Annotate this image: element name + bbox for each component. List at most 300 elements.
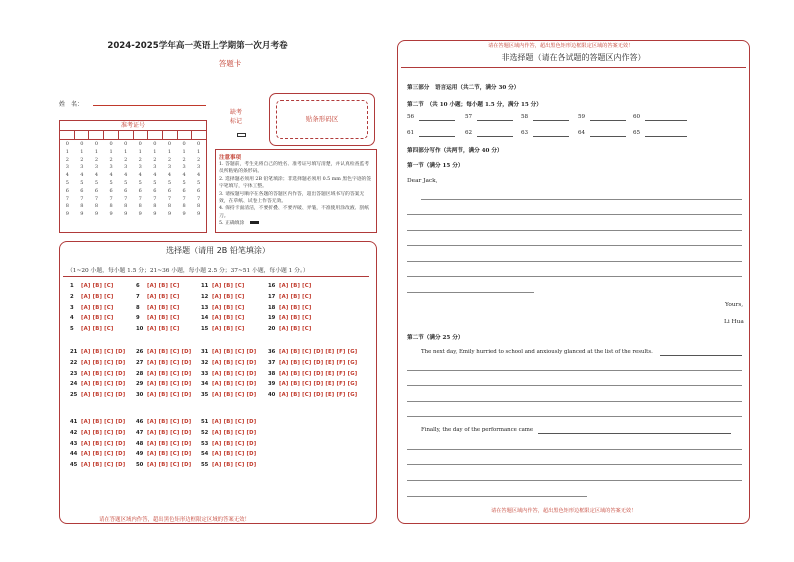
digit-column[interactable] (89, 141, 104, 219)
question-33[interactable] (201, 371, 256, 377)
writing-line[interactable] (407, 370, 742, 371)
digit-column[interactable] (191, 141, 206, 219)
digit-bubble[interactable]: 5 (65, 179, 69, 186)
writing-line[interactable] (407, 276, 742, 277)
answer-options[interactable]: [A] [B] [C] [D] [E] [F] [G] (279, 359, 358, 366)
question-49[interactable] (136, 451, 191, 457)
writing-line[interactable] (407, 449, 742, 450)
answer-options[interactable]: [A] [B] [C] [D] (81, 381, 126, 388)
question-number: 16 (268, 283, 276, 289)
para1-line[interactable] (660, 355, 742, 356)
question-25[interactable] (70, 392, 125, 398)
continuation-para1: The next day, Emily hurried to school and anxiously glanced at the list of the results. (421, 349, 653, 355)
answer-options[interactable]: [A] [B] [C] [D] (212, 349, 257, 355)
answer-options[interactable]: [A] [B] [C] (279, 326, 312, 333)
digit-bubble[interactable]: 6 (153, 187, 157, 194)
digit-bubble[interactable]: 1 (65, 148, 69, 155)
digit-bubble[interactable]: 4 (94, 172, 99, 179)
question-9[interactable] (136, 315, 179, 321)
question-number: 49 (136, 451, 144, 458)
notes-box (215, 149, 377, 233)
digit-bubble[interactable]: 3 (124, 164, 128, 171)
answer-options[interactable]: [A] [B] [C] (81, 304, 114, 311)
writing-line[interactable] (407, 292, 534, 293)
digit-bubble[interactable]: 8 (153, 203, 157, 210)
answer-options[interactable]: [A] [B] [C] [D] (81, 440, 126, 447)
digit-bubble[interactable]: 5 (124, 179, 128, 186)
question-13[interactable] (201, 305, 244, 311)
blank-line-56[interactable] (419, 120, 455, 121)
blank-line-65[interactable] (645, 136, 687, 137)
answer-options[interactable]: [A] [B] [C] (279, 304, 312, 311)
question-number: 52 (201, 429, 209, 436)
digit-bubble[interactable]: 1 (124, 148, 128, 155)
answer-options[interactable]: [A] [B] [C] (212, 315, 245, 322)
question-number: 36 (268, 349, 276, 355)
question-4[interactable] (70, 315, 113, 321)
writing-line[interactable] (407, 480, 742, 481)
answer-options[interactable]: [A] [B] [C] [D] [E] [F] [G] (279, 381, 358, 388)
question-29[interactable] (136, 381, 191, 387)
writing-line[interactable] (407, 230, 742, 231)
digit-bubble[interactable]: 5 (138, 179, 142, 186)
blank-line-59[interactable] (590, 120, 626, 121)
question-37[interactable] (268, 360, 357, 366)
writing-line[interactable] (407, 245, 742, 246)
question-19[interactable] (268, 315, 311, 321)
question-number: 30 (136, 392, 144, 399)
question-number: 53 (201, 440, 209, 447)
digit-bubble[interactable]: 1 (138, 148, 142, 155)
question-1[interactable] (70, 283, 113, 289)
answer-options[interactable]: [A] [B] [C] [D] (81, 429, 126, 436)
digit-bubble[interactable]: 5 (94, 179, 99, 186)
para2-line[interactable] (538, 433, 731, 434)
digit-bubble[interactable]: 1 (167, 148, 172, 155)
writing-line[interactable] (407, 214, 742, 215)
question-number: 22 (70, 359, 78, 366)
digit-bubble[interactable]: 7 (80, 195, 84, 202)
digit-bubble[interactable]: 9 (80, 211, 84, 218)
question-number: 18 (268, 304, 276, 311)
blank-line-64[interactable] (590, 136, 626, 137)
digit-bubble[interactable]: 9 (167, 211, 172, 218)
digit-bubble[interactable]: 3 (197, 164, 201, 171)
question-number: 32 (201, 359, 209, 366)
question-54[interactable] (201, 451, 256, 457)
question-39[interactable] (268, 381, 357, 387)
digit-column[interactable] (177, 141, 192, 219)
answer-options[interactable]: [A] [B] [C] [D] (212, 359, 257, 366)
question-38[interactable] (268, 371, 357, 377)
digit-bubble[interactable]: 8 (197, 203, 201, 210)
answer-options[interactable]: [A] [B] [C] [D] (212, 429, 257, 436)
answer-options[interactable]: [A] [B] [C] [D] [E] [F] [G] (279, 349, 358, 355)
answer-options[interactable]: [A] [B] [C] [D] (212, 370, 257, 377)
right-section (397, 40, 750, 524)
blank-line-57[interactable] (477, 120, 513, 121)
digit-bubble[interactable]: 7 (94, 195, 99, 202)
digit-column[interactable] (60, 141, 75, 219)
answer-options[interactable]: [A] [B] [C] [D] (81, 462, 126, 469)
question-52[interactable] (201, 430, 256, 436)
digit-bubble[interactable]: 9 (197, 211, 201, 218)
letter-greeting: Dear Jack, (407, 178, 438, 184)
digit-column[interactable] (133, 141, 148, 219)
question-46[interactable] (136, 419, 191, 425)
digit-bubble[interactable]: 9 (94, 211, 99, 218)
digit-bubble[interactable]: 0 (153, 141, 157, 147)
blank-number: 56 (407, 114, 415, 120)
answer-options[interactable]: [A] [B] [C] [D] (81, 419, 126, 425)
digit-bubble[interactable]: 6 (80, 187, 84, 194)
blank-number: 58 (521, 114, 529, 120)
question-24[interactable] (70, 381, 125, 387)
digit-bubble[interactable]: 6 (197, 187, 201, 194)
digit-bubble[interactable]: 5 (182, 179, 186, 186)
digit-bubble[interactable]: 9 (153, 211, 157, 218)
exam-number-cells[interactable] (60, 131, 206, 140)
digit-bubble[interactable]: 8 (138, 203, 142, 210)
name-field[interactable] (93, 105, 206, 106)
answer-options[interactable]: [A] [B] [C] (81, 283, 114, 289)
digit-bubble[interactable]: 5 (80, 179, 84, 186)
blank-line-58[interactable] (533, 120, 569, 121)
question-42[interactable] (70, 430, 125, 436)
answer-options[interactable]: [A] [B] [C] (147, 315, 180, 322)
question-number: 35 (201, 392, 209, 399)
answer-options[interactable]: [A] [B] [C] [D] (147, 429, 192, 436)
answer-options[interactable]: [A] [B] [C] (147, 326, 180, 333)
digit-bubble[interactable]: 9 (138, 211, 142, 218)
digit-bubble[interactable]: 9 (124, 211, 128, 218)
digit-bubble[interactable]: 7 (197, 195, 201, 202)
answer-options[interactable]: [A] [B] [C] [D] (212, 392, 257, 399)
question-15[interactable] (201, 326, 244, 332)
answer-options[interactable]: [A] [B] [C] (212, 293, 245, 300)
question-55[interactable] (201, 462, 256, 468)
writing-line[interactable] (407, 401, 742, 402)
answer-options[interactable]: [A] [B] [C] (279, 283, 312, 289)
right-header-note: 请在答题区域内作答，超出黑色矩形边框限定区域的答案无效！ (488, 43, 634, 49)
answer-options[interactable]: [A] [B] [C] [D] (147, 359, 192, 366)
question-number: 51 (201, 419, 209, 425)
digit-bubble[interactable]: 2 (182, 156, 186, 163)
question-10[interactable] (136, 326, 179, 332)
question-50[interactable] (136, 462, 191, 468)
digit-bubble[interactable]: 3 (182, 164, 186, 171)
question-30[interactable] (136, 392, 191, 398)
answer-options[interactable]: [A] [B] [C] [D] (81, 359, 126, 366)
question-number: 47 (136, 429, 144, 436)
digit-bubble[interactable]: 8 (94, 203, 99, 210)
mc-scoring-note: （1~20 小题，每小题 1.5 分；21~36 小题，每小题 2.5 分；37~51 小题，每小题 1 分。） (67, 268, 309, 274)
answer-options[interactable]: [A] [B] [C] [D] (147, 370, 192, 377)
digit-bubble[interactable]: 4 (182, 172, 186, 179)
digit-bubble[interactable]: 0 (109, 141, 113, 147)
writing-line[interactable] (407, 496, 587, 497)
answer-options[interactable]: [A] [B] [C] (81, 326, 114, 333)
digit-bubble[interactable]: 2 (80, 156, 84, 163)
blank-number: 64 (578, 130, 586, 136)
question-23[interactable] (70, 371, 125, 377)
digit-bubble[interactable]: 0 (65, 141, 69, 147)
name-label: 姓 名： (59, 101, 84, 108)
blank-line-63[interactable] (533, 136, 569, 137)
digit-bubble[interactable]: 1 (197, 148, 201, 155)
answer-options[interactable]: [A] [B] [C] (279, 315, 312, 322)
answer-options[interactable]: [A] [B] [C] [D] (81, 349, 126, 355)
digit-bubble[interactable]: 7 (153, 195, 157, 202)
answer-options[interactable]: [A] [B] [C] [D] (212, 440, 257, 447)
digit-bubble[interactable]: 4 (197, 172, 201, 179)
question-number: 43 (70, 440, 78, 447)
digit-bubble[interactable]: 7 (167, 195, 172, 202)
notes-list (219, 161, 373, 228)
question-number: 33 (201, 370, 209, 377)
digit-bubble[interactable]: 8 (167, 203, 172, 210)
question-6[interactable] (136, 283, 179, 289)
digit-bubble[interactable]: 0 (197, 141, 201, 147)
digit-bubble[interactable]: 4 (109, 172, 113, 179)
digit-bubble[interactable]: 2 (109, 156, 113, 163)
question-11[interactable] (201, 283, 244, 289)
answer-options[interactable]: [A] [B] [C] [D] (147, 349, 192, 355)
digit-bubble[interactable]: 0 (167, 141, 172, 147)
writing-line[interactable] (421, 199, 742, 200)
blank-line-60[interactable] (645, 120, 687, 121)
digit-bubble[interactable]: 3 (138, 164, 142, 171)
digit-bubble[interactable]: 3 (65, 164, 69, 171)
digit-bubble[interactable]: 0 (138, 141, 142, 147)
blank-line-62[interactable] (477, 136, 513, 137)
answer-options[interactable]: [A] [B] [C] [D] (147, 451, 192, 458)
question-26[interactable] (136, 349, 191, 355)
filled-sample-icon (250, 221, 259, 224)
digit-bubble[interactable]: 6 (109, 187, 113, 194)
question-number: 6 (136, 283, 140, 289)
digit-bubble[interactable]: 5 (153, 179, 157, 186)
digit-bubble[interactable]: 6 (124, 187, 128, 194)
digit-bubble[interactable]: 0 (182, 141, 186, 147)
digit-bubble[interactable]: 2 (65, 156, 69, 163)
digit-bubble[interactable]: 4 (65, 172, 69, 179)
answer-options[interactable]: [A] [B] [C] [D] (147, 462, 192, 469)
digit-bubble[interactable]: 1 (182, 148, 186, 155)
digit-bubble[interactable]: 6 (94, 187, 99, 194)
digit-bubble[interactable]: 2 (94, 156, 99, 163)
letter-closing: Yours, (725, 302, 744, 308)
digit-bubble[interactable]: 3 (153, 164, 157, 171)
digit-bubble[interactable]: 2 (153, 156, 157, 163)
question-20[interactable] (268, 326, 311, 332)
answer-options[interactable]: [A] [B] [C] [D] (147, 381, 192, 388)
question-number: 26 (136, 349, 144, 355)
digit-bubble[interactable]: 2 (167, 156, 172, 163)
digit-bubble[interactable]: 1 (94, 148, 99, 155)
question-21[interactable] (70, 349, 125, 355)
question-22[interactable] (70, 360, 125, 366)
question-number: 14 (201, 315, 209, 322)
digit-bubble[interactable]: 9 (109, 211, 113, 218)
writing-line[interactable] (407, 261, 742, 262)
answer-options[interactable]: [A] [B] [C] [D] (212, 419, 257, 425)
digit-bubble[interactable]: 7 (182, 195, 186, 202)
digit-bubble[interactable]: 1 (153, 148, 157, 155)
digit-column[interactable] (75, 141, 90, 219)
answer-options[interactable]: [A] [B] [C] (147, 283, 180, 289)
question-number: 3 (70, 304, 74, 311)
digit-bubble[interactable]: 5 (167, 179, 172, 186)
answer-options[interactable]: [A] [B] [C] (212, 326, 245, 333)
notes-title: 注意事项 (219, 155, 242, 161)
question-47[interactable] (136, 430, 191, 436)
answer-options[interactable]: [A] [B] [C] [D] (212, 451, 257, 458)
digit-bubble[interactable]: 7 (109, 195, 113, 202)
digit-bubble[interactable]: 8 (80, 203, 84, 210)
note-4: 4. 保持卡面清洁，不要折叠、不要弄破、弄皱，不准使用涂改液、刮纸刀。 (219, 206, 370, 219)
digit-bubble[interactable]: 6 (138, 187, 142, 194)
part4-heading: 第四部分写作（共两节，满分 40 分） (407, 148, 503, 154)
question-number: 12 (201, 293, 209, 300)
question-8[interactable] (136, 305, 179, 311)
digit-bubble[interactable]: 1 (109, 148, 113, 155)
digit-bubble[interactable]: 6 (65, 187, 69, 194)
answer-options[interactable]: [A] [B] [C] [D] (81, 451, 126, 458)
answer-options[interactable]: [A] [B] [C] (81, 293, 114, 300)
question-number: 31 (201, 349, 209, 355)
digit-bubble[interactable]: 4 (153, 172, 157, 179)
question-40[interactable] (268, 392, 357, 398)
digit-bubble[interactable]: 8 (65, 203, 69, 210)
digit-bubble[interactable]: 0 (94, 141, 99, 147)
question-18[interactable] (268, 305, 311, 311)
digit-bubble[interactable]: 8 (182, 203, 186, 210)
question-28[interactable] (136, 371, 191, 377)
digit-bubble[interactable]: 2 (138, 156, 142, 163)
answer-options[interactable]: [A] [B] [C] [D] (212, 462, 257, 469)
digit-bubble[interactable]: 7 (138, 195, 142, 202)
question-32[interactable] (201, 360, 256, 366)
question-number: 48 (136, 440, 144, 447)
question-35[interactable] (201, 392, 256, 398)
digit-bubble[interactable]: 5 (109, 179, 113, 186)
digit-bubble[interactable]: 8 (109, 203, 113, 210)
question-41[interactable] (70, 419, 125, 425)
question-number: 17 (268, 293, 276, 300)
question-7[interactable] (136, 294, 179, 300)
answer-options[interactable]: [A] [B] [C] [D] (147, 440, 192, 447)
question-31[interactable] (201, 349, 256, 355)
digit-bubble[interactable]: 8 (124, 203, 128, 210)
digit-bubble[interactable]: 6 (167, 187, 172, 194)
question-5[interactable] (70, 326, 113, 332)
answer-options[interactable]: [A] [B] [C] (212, 304, 245, 311)
answer-options[interactable]: [A] [B] [C] [D] [E] [F] [G] (279, 392, 358, 399)
answer-options[interactable]: [A] [B] [C] [D] (212, 381, 257, 388)
answer-options[interactable]: [A] [B] [C] (81, 315, 114, 322)
digit-bubble[interactable]: 4 (80, 172, 84, 179)
question-36[interactable] (268, 349, 357, 355)
answer-options[interactable]: [A] [B] [C] [D] (81, 370, 126, 377)
question-3[interactable] (70, 305, 113, 311)
question-number: 10 (136, 326, 144, 333)
blank-line-61[interactable] (419, 136, 455, 137)
digit-bubble[interactable]: 0 (124, 141, 128, 147)
digit-bubble[interactable]: 4 (167, 172, 172, 179)
question-53[interactable] (201, 441, 256, 447)
digit-bubble[interactable]: 1 (80, 148, 84, 155)
digit-bubble[interactable]: 4 (124, 172, 128, 179)
question-44[interactable] (70, 451, 125, 457)
digit-bubble[interactable]: 2 (124, 156, 128, 163)
answer-options[interactable]: [A] [B] [C] [D] (81, 392, 126, 399)
writing-line[interactable] (407, 416, 742, 417)
answer-options[interactable]: [A] [B] [C] [D] (147, 392, 192, 399)
digit-bubble[interactable]: 9 (65, 211, 69, 218)
digit-column[interactable] (104, 141, 119, 219)
question-12[interactable] (201, 294, 244, 300)
question-14[interactable] (201, 315, 244, 321)
absent-mark-box[interactable] (237, 133, 246, 137)
question-34[interactable] (201, 381, 256, 387)
writing-line[interactable] (407, 385, 742, 386)
digit-column[interactable] (162, 141, 177, 219)
digit-column[interactable] (118, 141, 133, 219)
question-27[interactable] (136, 360, 191, 366)
question-43[interactable] (70, 441, 125, 447)
question-2[interactable] (70, 294, 113, 300)
question-number: 37 (268, 359, 276, 366)
section41-heading: 第一节（满分 15 分） (407, 163, 464, 169)
answer-options[interactable]: [A] [B] [C] (279, 293, 312, 300)
question-number: 7 (136, 293, 140, 300)
digit-bubble[interactable]: 7 (124, 195, 128, 202)
digit-column[interactable] (148, 141, 163, 219)
question-number: 23 (70, 370, 78, 377)
exam-number-digits[interactable] (60, 140, 206, 219)
blank-number: 57 (465, 114, 473, 120)
answer-options[interactable]: [A] [B] [C] [D] [E] [F] [G] (279, 370, 358, 377)
digit-bubble[interactable]: 9 (182, 211, 186, 218)
question-51[interactable] (201, 419, 256, 425)
answer-options[interactable]: [A] [B] [C] (147, 304, 180, 311)
question-45[interactable] (70, 462, 125, 468)
answer-options[interactable]: [A] [B] [C] [D] (147, 419, 192, 425)
digit-bubble[interactable]: 5 (197, 179, 201, 186)
digit-bubble[interactable]: 2 (197, 156, 201, 163)
question-48[interactable] (136, 441, 191, 447)
digit-bubble[interactable]: 4 (138, 172, 142, 179)
question-17[interactable] (268, 294, 311, 300)
digit-bubble[interactable]: 3 (94, 164, 99, 171)
digit-bubble[interactable]: 6 (182, 187, 186, 194)
exam-number-grid[interactable] (59, 120, 207, 233)
writing-line[interactable] (407, 464, 742, 465)
digit-bubble[interactable]: 3 (80, 164, 84, 171)
digit-bubble[interactable]: 0 (80, 141, 84, 147)
digit-bubble[interactable]: 3 (109, 164, 113, 171)
question-number: 5 (70, 326, 74, 333)
question-number: 9 (136, 315, 140, 322)
question-number: 11 (201, 283, 209, 289)
blank-number: 62 (465, 130, 473, 136)
answer-options[interactable]: [A] [B] [C] (212, 283, 245, 289)
question-16[interactable] (268, 283, 311, 289)
digit-bubble[interactable]: 7 (65, 195, 69, 202)
digit-bubble[interactable]: 3 (167, 164, 172, 171)
answer-options[interactable]: [A] [B] [C] (147, 293, 180, 300)
